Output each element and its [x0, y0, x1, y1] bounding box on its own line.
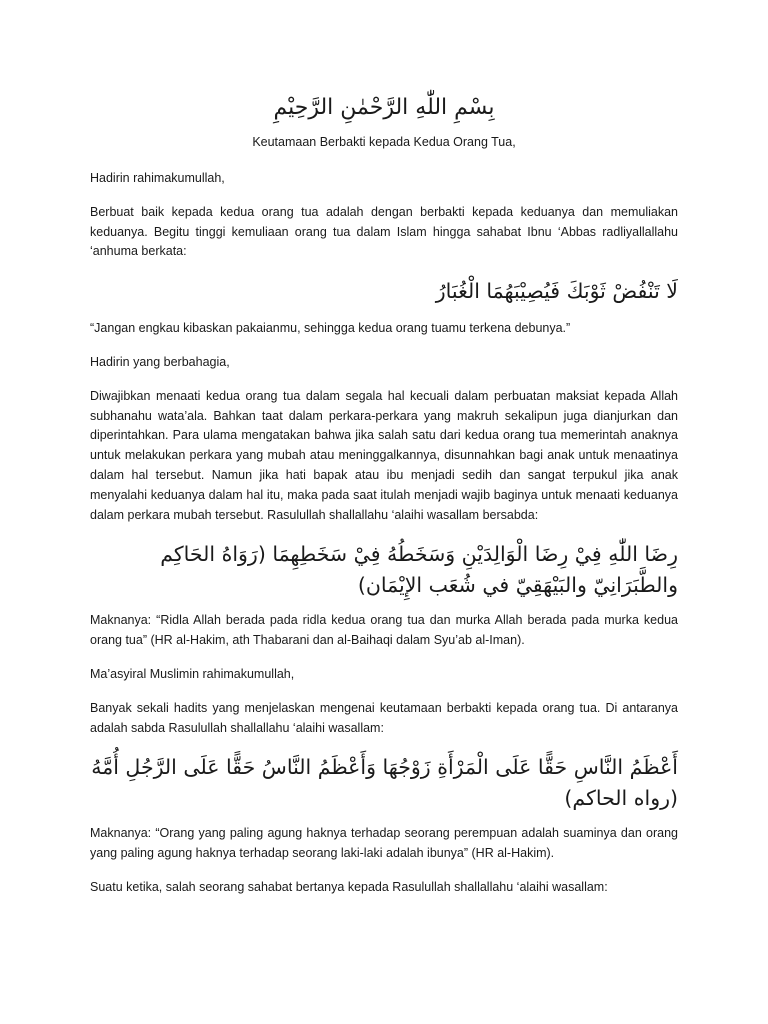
greeting-paragraph-2: Hadirin yang berbahagia,	[90, 354, 230, 369]
intro-paragraph: Berbuat baik kepada kedua orang tua adalah dengan berbakti kepada keduanya dan memuliakan keduanya. Begitu tinggi kemuliaan orang tua dalam Islam hingga sahabat Ibnu ‘Abbas radliyallallahu ‘anhuma berkata:	[90, 204, 678, 259]
obedience-paragraph: Diwajibkan menaati kedua orang tua dalam segala hal kecuali dalam perbuatan maksiat kepada Allah subhanahu wata’ala. Bahkan taat dalam perkara-perkara yang makruh sekalipun juga dianjurkan dan diperintahkan. Para ulama mengatakan bahwa jika salah satu dari kedua orang tua memerintah anaknya untuk melakukan perkara yang mubah atau meninggalkannya, disunnahkan bagi anak untuk menaatinya dalam hal tersebut. Namun jika hati bapak atau ibu menjadi sedih dan sangat terpukul jika anak menyalahi keduanya dalam hal itu, maka pada saat itulah menjadi wajib baginya untuk menaati keduanya dalam perkara mubah tersebut. Rasulullah shallallahu ‘alaihi wasallam bersabda:	[90, 388, 678, 522]
greeting-paragraph-3: Ma’asyiral Muslimin rahimakumullah,	[90, 666, 295, 681]
basmala-heading: بِسْمِ اللّٰهِ الرَّحْمٰنِ الرَّحِيْمِ	[273, 95, 495, 120]
arabic-hadith-ridla: رِضَا اللّٰهِ فِيْ رِضَا الْوَالِدَيْنِ وَسَخَطُهُ فِيْ سَخَطِهِمَا (رَوَاهُ الحَاكِم والطَّبَرَانِيّ والبَيْهَقِيّ في شُعَب الإِيْمَان)	[160, 542, 678, 598]
document-subtitle: Keutamaan Berbakti kepada Kedua Orang Tua,	[252, 135, 516, 149]
hadith-azam-meaning: Maknanya: “Orang yang paling agung haknya terhadap seorang perempuan adalah suaminya dan orang yang paling agung haknya terhadap seorang laki-laki adalah ibunya” (HR al-Hakim).	[90, 826, 678, 861]
greeting-paragraph: Hadirin rahimakumullah,	[90, 171, 225, 185]
arabic-hadith-azam: أَعْظَمُ النَّاسِ حَقًّا عَلَى الْمَرْأَةِ زَوْجُهَا وَأَعْظَمُ النَّاسُ حَقًّا عَلَى الرَّجُلِ أُمَّهُ (رواه الحاكم)	[91, 755, 678, 811]
quote-translation: “Jangan engkau kibaskan pakaianmu, sehingga kedua orang tuamu terkena debunya.”	[90, 321, 571, 336]
arabic-quote-ibnu-abbas: لَا تَنْفُضْ ثَوْبَكَ فَيُصِيْبَهُمَا الْغُبَارُ	[435, 279, 678, 304]
closing-paragraph: Suatu ketika, salah seorang sahabat bertanya kepada Rasulullah shallallahu ‘alaihi wasallam:	[90, 879, 608, 894]
hadith-ridla-meaning: Maknanya: “Ridla Allah berada pada ridla kedua orang tua dan murka Allah berada pada murka kedua orang tua” (HR al-Hakim, ath Thabarani dan al-Baihaqi dalam Syu’ab al-Iman).	[90, 613, 678, 648]
hadith-intro-paragraph: Banyak sekali hadits yang menjelaskan mengenai keutamaan berbakti kepada orang tua. Di antaranya adalah sabda Rasulullah shallallahu ‘alaihi wasallam:	[90, 700, 678, 735]
